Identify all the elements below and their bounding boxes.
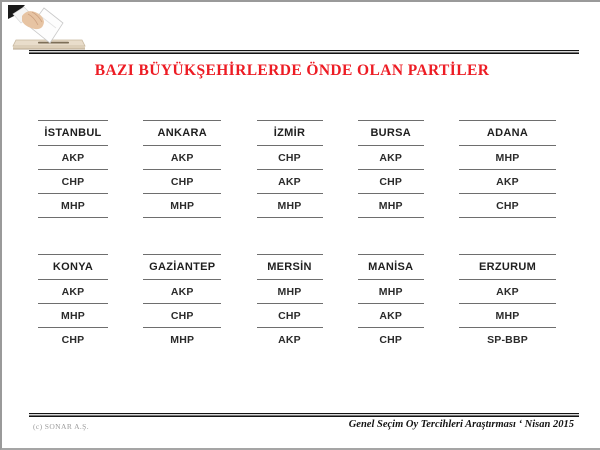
city-header: MANİSA xyxy=(358,254,424,280)
party-cell: MHP xyxy=(459,146,556,170)
city-header: İZMİR xyxy=(257,120,323,146)
city-header: ERZURUM xyxy=(459,254,556,280)
party-cell: AKP xyxy=(257,170,323,194)
city-column-adana xyxy=(459,120,556,218)
party-cell: MHP xyxy=(38,194,108,218)
party-cell: CHP xyxy=(358,170,424,194)
party-cell: MHP xyxy=(358,280,424,304)
city-column-gaziantep xyxy=(143,254,221,351)
city-column-ankara xyxy=(143,120,221,218)
city-table-row-1 xyxy=(38,120,556,218)
party-cell: MHP xyxy=(170,333,195,346)
city-header: GAZİANTEP xyxy=(143,254,221,280)
header-divider-line xyxy=(29,50,579,54)
party-cell: MHP xyxy=(459,304,556,328)
party-cell: CHP xyxy=(379,333,403,346)
party-cell: AKP xyxy=(143,280,221,304)
party-cell: AKP xyxy=(143,146,221,170)
page-title: BAZI BÜYÜKŞEHİRLERDE ÖNDE OLAN PARTİLER xyxy=(94,62,490,79)
party-cell: AKP xyxy=(459,170,556,194)
city-header: BURSA xyxy=(358,120,424,146)
party-cell: CHP xyxy=(143,304,221,328)
party-cell: CHP xyxy=(257,304,323,328)
party-cell: AKP xyxy=(38,146,108,170)
city-header: MERSİN xyxy=(257,254,323,280)
footer-divider-line xyxy=(29,413,579,417)
party-cell: MHP xyxy=(358,194,424,218)
party-cell: AKP xyxy=(459,280,556,304)
city-table-row-2 xyxy=(38,254,556,351)
party-cell: MHP xyxy=(38,304,108,328)
city-header: ADANA xyxy=(459,120,556,146)
party-cell: CHP xyxy=(143,170,221,194)
city-header: KONYA xyxy=(38,254,108,280)
city-header: İSTANBUL xyxy=(38,120,108,146)
party-cell: SP-BBP xyxy=(487,333,528,346)
city-column-erzurum xyxy=(459,254,556,351)
party-cell: AKP xyxy=(278,333,301,346)
city-column-istanbul xyxy=(38,120,108,218)
ballot-box-photo xyxy=(8,5,92,50)
party-cell: AKP xyxy=(358,304,424,328)
party-cell: CHP xyxy=(61,333,85,346)
ballot-box-vote-icon xyxy=(8,5,92,50)
city-column-bursa xyxy=(358,120,424,218)
city-column-mersin xyxy=(257,254,323,351)
party-cell: CHP xyxy=(38,170,108,194)
party-cell: MHP xyxy=(257,280,323,304)
party-cell: MHP xyxy=(143,194,221,218)
city-header: ANKARA xyxy=(143,120,221,146)
party-cell: CHP xyxy=(459,194,556,218)
copyright-label: (c) SONAR A.Ş. xyxy=(33,422,90,431)
city-column-manisa xyxy=(358,254,424,351)
city-column-izmir xyxy=(257,120,323,218)
party-cell: MHP xyxy=(257,194,323,218)
source-label: Genel Seçim Oy Tercihleri Araştırması ‘ Nisan 2015 xyxy=(348,419,574,430)
city-column-konya xyxy=(38,254,108,351)
party-cell: CHP xyxy=(257,146,323,170)
party-cell: AKP xyxy=(38,280,108,304)
party-cell: AKP xyxy=(358,146,424,170)
